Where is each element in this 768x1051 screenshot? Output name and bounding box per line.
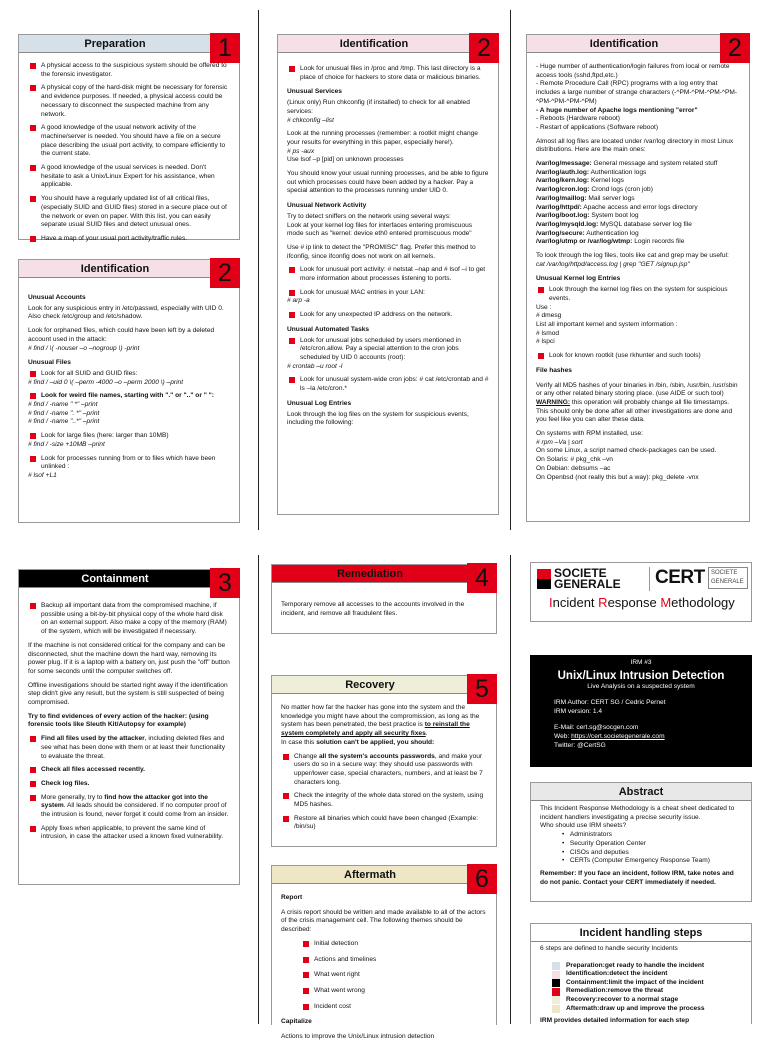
command: # lsof +L1 <box>28 471 57 479</box>
log-path: /var/log/message: <box>536 160 592 168</box>
subheading: Unusual Network Activity <box>287 202 367 210</box>
emphasis: find how the attacker got into the system <box>41 793 208 810</box>
divider <box>258 555 259 1024</box>
section-title: Aftermath <box>344 868 396 881</box>
paragraph: Look for orphaned files, which could have been left by a deleted account used in the attack: <box>28 327 215 343</box>
command: # find / -name " *" –print <box>28 401 98 409</box>
list-item: Look for weird file names, starting with "." or ".." or " ": <box>28 392 230 401</box>
log-file-entry <box>536 195 740 204</box>
identification-card <box>526 34 750 522</box>
step-swatch <box>552 971 560 979</box>
step-description: remove the threat <box>607 987 664 995</box>
log-file-list <box>536 160 740 247</box>
section-title: Incident handling steps <box>579 926 703 939</box>
subheading: Unusual Kernel log Entries <box>536 275 621 283</box>
step-description: recover to a normal stage <box>597 995 679 1003</box>
step-number: 2 <box>210 258 240 288</box>
list-item: - Remote Procedure Call (RPC) programs with a log entry that includes a large number of strange characters (-^PM-^PM-^PM-^PM-^PM-^PM-^PM-^PM) <box>536 80 738 105</box>
list-item: Look for processes running from or to files which have been unlinked : <box>28 455 230 472</box>
list-item: Look for all SUID and GUID files: <box>28 370 230 379</box>
paragraph: Offline investigations should be started right away if the identification step didn't give any result, but the system is still suspected of being compromised. <box>28 681 228 707</box>
log-file-entry <box>536 238 740 247</box>
log-file-entry <box>536 177 740 186</box>
irm-tagline: Incident Response Methodology <box>549 595 735 610</box>
identification-card <box>277 34 499 515</box>
list-item: Initial detection <box>301 940 487 949</box>
text-line: Use : <box>536 303 552 311</box>
list-item: You should have a regularly updated list of all critical files, (especially SUID and GUID files) stored in a secure place out of the network or even on paper. With this list, you can easily separate usual SUID files and detect unusual ones. <box>28 195 230 230</box>
log-path: /var/log/kern.log: <box>536 177 590 185</box>
step-item <box>552 996 742 1005</box>
command: cat /var/log/httpd/access.log | grep "GET /signup.jsp" <box>536 260 690 268</box>
irm-author: IRM Author: CERT SG / Cedric Pernet <box>554 699 666 706</box>
list-item: Look for unusual jobs scheduled by users mentioned in /etc/cron.allow. Pay a special attention to the cron jobs scheduled by UID 0 accounts (root): <box>287 337 489 363</box>
log-file-entry <box>536 160 740 169</box>
log-file-entry <box>536 186 740 195</box>
paragraph: (Linux only) Run chkconfig (if installed) to check for all enabled services: <box>287 99 470 115</box>
command: # lsmod <box>536 329 560 337</box>
text: More generally, try to <box>41 793 105 801</box>
web-label: Web: <box>554 733 572 741</box>
text-line: List all important kernel and system information : <box>536 320 678 328</box>
identification-header <box>278 35 498 53</box>
irm-info-panel <box>530 655 752 767</box>
step-name: Identification: <box>566 970 610 978</box>
log-description: Authentication logs <box>589 168 647 176</box>
cert-sg-logo <box>708 567 748 589</box>
log-file-entry <box>536 212 740 221</box>
list-item: Check log files. <box>28 780 230 789</box>
paragraph: Look through the log files on the system for suspicious events, including the following: <box>287 410 469 427</box>
cert-logo: CERT <box>655 567 705 588</box>
step-name: Remediation: <box>566 987 608 995</box>
log-file-entry <box>536 204 740 213</box>
subheading: Unusual Log Entries <box>287 399 352 407</box>
divider <box>510 555 511 1024</box>
paragraph: This Incident Response Methodology is a cheat sheet dedicated to incident handlers investigating a precise security issue. <box>540 805 735 821</box>
log-description: Kernel logs <box>589 177 624 185</box>
subheading: Unusual Files <box>28 359 71 367</box>
section-title: Abstract <box>618 785 664 798</box>
list-item: • CERTs (Computer Emergency Response Team) <box>562 857 710 865</box>
emphasis: Find all files used by the attacker <box>41 735 145 743</box>
irm-subtitle: Live Analysis on a suspected system <box>587 683 695 690</box>
log-path: /var/log/httpd/: <box>536 203 582 211</box>
sg-logo-icon <box>537 569 551 589</box>
text: . <box>425 730 428 738</box>
text: , and make your users do so in a secure way: they should use passwords with upper/lower case, special characters, numbers, and at least be 7 characters long. <box>294 752 483 786</box>
subheading: Unusual Services <box>287 88 342 96</box>
log-file-entry <box>536 230 740 239</box>
irm-number: IRM #3 <box>630 659 652 666</box>
paragraph: On some Linux, a script named check-packages can be used. <box>536 447 717 455</box>
step-swatch <box>552 996 560 1004</box>
paragraph: Try to find evidences of every action of the hacker: (using forensic tools like Sleuth Kit/Autopsy for example) <box>28 712 209 729</box>
paragraph: To look through the log files, tools like cat and grep may be useful: <box>536 252 729 260</box>
section-title: Identification <box>339 37 409 50</box>
log-path: /var/log/mysqld.log: <box>536 220 599 228</box>
list-item: Look for unusual MAC entries in your LAN: <box>287 289 489 298</box>
list-item: A physical access to the suspicious system should be offered to the forensic investigator. <box>28 62 230 79</box>
step-description: draw up and improve the process <box>599 1004 705 1012</box>
divider <box>258 10 259 530</box>
list-item: • CISOs and deputies <box>562 848 629 856</box>
recovery-card <box>271 675 497 847</box>
list-item: - Huge number of authentication/login failures from local or remote access tools (sshd,ftpd,etc.) <box>536 63 730 79</box>
text: . All leads should be considered. If no computer proof of the intrusion is found, never forget it could come from an insider. <box>41 802 229 819</box>
section-title: Recovery <box>345 678 395 691</box>
text: Change <box>294 752 319 760</box>
list-item: Incident cost <box>301 1003 487 1012</box>
irm-title: Unix/Linux Intrusion Detection <box>557 670 725 682</box>
step-name: Preparation: <box>566 961 605 969</box>
list-item: • Security Operation Center <box>562 839 647 847</box>
identification-header <box>19 260 239 278</box>
paragraph <box>536 399 740 425</box>
irm-version: IRM version: 1.4 <box>554 707 603 715</box>
containment-card <box>18 569 240 885</box>
step-number: 1 <box>210 33 240 63</box>
list-item: • Administrators <box>562 831 612 839</box>
divider <box>510 10 511 530</box>
list-item: Look for unusual system-wide cron jobs: # cat /etc/crontab and # ls –la /etc/cron.* <box>287 376 489 393</box>
paragraph <box>281 739 487 748</box>
paragraph: A crisis report should be written and made available to all of the actors of the crisis management cell. The following themes should be described: <box>281 908 486 934</box>
emphasis: solution can't be applied, you should: <box>316 738 435 746</box>
list-item: Look through the kernel log files on the system for suspicious events. <box>536 286 740 303</box>
sg-line: GENERALE <box>554 577 621 591</box>
step-number: 2 <box>720 33 750 63</box>
list-item: Have a map of your usual port activity/traffic rules. <box>28 235 230 244</box>
paragraph: You should know your usual running processes, and be able to figure out which processes could have been added by a hacker. Pay a special attention to the processes running under UID 0. <box>287 170 489 195</box>
list-item: - Restart of applications (Software reboot) <box>536 123 659 131</box>
command: # dmesg <box>536 312 562 320</box>
log-description: Login records file <box>632 238 685 246</box>
log-path: /var/log/utmp or /var/log/wtmp: <box>536 238 633 246</box>
paragraph: 6 steps are defined to handle security Incidents <box>540 945 678 952</box>
paragraph: Look for any suspicious entry in /etc/passwd, especially with UID 0. Also check /etc/group and /etc/shadow. <box>28 304 224 321</box>
step-swatch <box>552 1005 560 1013</box>
step-swatch <box>552 979 560 987</box>
step-description: limit the impact of the incident <box>608 978 704 986</box>
aftermath-card <box>271 865 497 1041</box>
paragraph: On systems with RPM installed, use: <box>536 430 644 438</box>
paragraph: Use lsof –p [pid] on unknown processes <box>287 156 404 164</box>
paragraph: Look at the running processes (remember: a rootkit might change your results for everything in this paper, especially here!). <box>287 130 478 146</box>
list-item: Look for unusual files in /proc and /tmp. This last directory is a place of choice for hackers to store data or malicious binaries. <box>287 65 489 82</box>
list-item: Look for known rootkit (use rkhunter and such tools) <box>536 352 740 361</box>
command: # find / \( -nouser –o –nogroup \) -print <box>28 344 140 352</box>
log-description: Crond logs (cron job) <box>589 186 653 194</box>
step-number: 4 <box>467 563 497 593</box>
paragraph: Look at your kernel log files for interfaces entering promiscuous mode such as "kernel: device eth0 entered promiscuous mode" <box>287 221 473 238</box>
containment-header <box>19 570 239 588</box>
brand-card <box>530 562 752 622</box>
log-file-entry <box>536 169 740 178</box>
list-item <box>28 735 230 761</box>
log-path: /var/log/boot.log: <box>536 212 590 220</box>
steps-header <box>531 924 751 942</box>
steps-card <box>530 923 752 1024</box>
preparation-header <box>19 35 239 53</box>
list-item: What went wrong <box>301 987 487 996</box>
identification-card <box>18 259 240 523</box>
section-title: Remediation <box>336 567 403 580</box>
subheading: Unusual Accounts <box>28 294 86 301</box>
list-item: Look for any unexpected IP address on the network. <box>287 311 489 320</box>
abstract-card <box>530 782 752 902</box>
emphasis: to reinstall the system completely and apply all security fixes <box>281 721 470 738</box>
paragraph: Try to detect sniffers on the network using several ways: <box>287 212 451 220</box>
log-file-entry <box>536 221 740 230</box>
aftermath-header <box>272 866 496 884</box>
list-item <box>281 753 487 788</box>
paragraph: Almost all log files are located under /var/log directory in most Linux distributions. Here are the main ones: <box>536 137 734 154</box>
step-number: 6 <box>467 864 497 894</box>
warning-label: WARNING: <box>536 398 571 406</box>
remediation-header <box>272 565 496 583</box>
subheading: Unusual Automated Tasks <box>287 325 370 333</box>
list-item <box>28 794 230 820</box>
list-item: Check all files accessed recently. <box>28 766 230 775</box>
list-item: A physical copy of the hard-disk might be necessary for forensic and evidence purposes. If needed, a physical access could be necessary to disconnect the suspected machine from any network. <box>28 84 230 119</box>
sg-wordmark <box>554 568 621 590</box>
paragraph <box>281 704 487 739</box>
list-item: Restore all binaries which could have been changed (Example: /bin/su) <box>281 815 487 832</box>
step-name: Recovery: <box>566 995 598 1003</box>
irm-twitter: Twitter: @CertSG <box>554 741 606 749</box>
subheading: Capitalize <box>281 1018 312 1026</box>
cert-sg-line: GENERALE <box>711 579 744 585</box>
paragraph: Temporary remove all accesses to the accounts involved in the incident, and remove all fraudulent files. <box>281 601 465 617</box>
command: # find / -name "..*" –print <box>28 418 100 426</box>
section-title: Preparation <box>84 37 146 50</box>
log-description: Authentication log <box>584 229 639 237</box>
paragraph: If the machine is not considered critical for the company and can be disconnected, shut the machine down the hard way, removing its power plug. If it is a laptop with a battery on, just push the "off" button for some seconds until the computer switches off. <box>28 641 230 675</box>
command: # lspci <box>536 338 555 346</box>
log-path: /var/log/secure: <box>536 229 585 237</box>
list-item: What went right <box>301 971 487 980</box>
step-name: Aftermath: <box>566 1004 600 1012</box>
list-item: Look for large files (here: larger than 10MB) <box>28 432 230 441</box>
irm-web <box>554 733 752 742</box>
recovery-header <box>272 676 496 694</box>
step-description: get ready to handle the incident <box>604 961 705 969</box>
abstract-header <box>531 783 751 801</box>
step-list <box>552 962 742 1013</box>
cert-sg-line: SOCIETE <box>711 570 738 576</box>
paragraph: Who should use IRM sheets? <box>540 822 627 830</box>
list-item: Apply fixes when applicable, to prevent the same kind of intrusion, in case the attacker used a known fixed vulnerability. <box>28 825 230 842</box>
paragraph: Verify all MD5 hashes of your binaries in /bin, /sbin, /usr/bin, /usr/sbin or any other related binary storing place. (use AIDE or such tool) <box>536 381 738 398</box>
list-item: Look for unusual port activity: # netstat –nap and # lsof –i to get more information about processes listening to ports. <box>287 266 489 283</box>
step-item <box>552 979 742 988</box>
command: # arp -a <box>287 297 310 305</box>
paragraph: IRM provides detailed information for each step <box>540 1017 690 1025</box>
list-item: Actions and timelines <box>301 956 487 965</box>
command: # rpm –Va | sort <box>536 438 583 446</box>
step-number: 5 <box>467 674 497 704</box>
list-item: - Reboots (Hardware reboot) <box>536 115 620 123</box>
list-item: A good knowledge of the usual services is needed. Don't hesitate to ask a Unix/Linux Expert for his assistance, when applicable. <box>28 164 230 190</box>
subheading: Report <box>281 894 303 901</box>
subheading: File hashes <box>536 366 572 374</box>
irm-email: E-Mail: cert.sg@socgen.com <box>554 724 639 732</box>
command: # ps -aux <box>287 147 315 155</box>
remediation-card <box>271 564 497 634</box>
identification-header <box>527 35 749 53</box>
section-title: Identification <box>589 37 659 50</box>
command: # find / –uid 0 \( –perm -4000 –o –perm 2000 \) –print <box>28 378 184 386</box>
log-description: Mail server logs <box>586 194 635 202</box>
preparation-card <box>18 34 240 240</box>
step-swatch <box>552 988 560 996</box>
list-item: A good knowledge of the usual network activity of the machine/server is needed. You should have a file on a secure place describing the usual port activity, to compare efficiently to the current state. <box>28 124 230 159</box>
step-swatch <box>552 962 560 970</box>
sg-line: SOCIETE <box>554 566 607 580</box>
log-description: System boot log <box>589 212 639 220</box>
step-item <box>552 970 742 979</box>
step-description: detect the incident <box>609 970 668 978</box>
step-item <box>552 962 742 971</box>
emphasis: all the system's accounts passwords <box>318 752 435 760</box>
log-description: General message and system related stuff <box>591 160 718 168</box>
log-path: /var/log/maillog: <box>536 194 587 202</box>
step-name: Containment: <box>566 978 609 986</box>
web-link[interactable]: https://cert.societegenerale.com <box>571 733 665 741</box>
command: # find / -name ". *" –print <box>28 409 100 417</box>
log-description: MySQL database server log file <box>598 220 692 228</box>
step-item <box>552 1005 742 1014</box>
warning-text: this operation will probably change all file timestamps. This should only be done after all other investigations are done and you feel like you can alter these data. <box>536 398 733 424</box>
log-path: /var/log/cron.log: <box>536 186 590 194</box>
list-item: Backup all important data from the compromised machine, if possible using a bit-by-bit physical copy of the whole hard disk on an external support. Also make a copy of the memory (RAM) of the system, which will be investigated if necessary. <box>28 602 230 637</box>
paragraph: On Solaris: # pkg_chk –vn <box>536 456 613 464</box>
section-title: Identification <box>80 262 150 275</box>
step-number: 3 <box>210 568 240 598</box>
step-item <box>552 987 742 996</box>
text: No matter how far the hacker has gone into the system and the knowledge you might have about the compromission, as long as the system has been penetrated, the best practice is <box>281 704 480 729</box>
paragraph: Use # ip link to detect the "PROMISC" flag. Prefer this method to ifconfig, since ifconfig does not work on all kernels. <box>287 243 476 260</box>
paragraph: On Debian: debsums –ac <box>536 464 611 472</box>
list-item: - A huge number of Apache logs mentioning "error" <box>536 106 698 114</box>
log-path: /var/log/auth.log: <box>536 168 590 176</box>
paragraph: Actions to improve the Unix/Linux intrusion detection <box>281 1033 435 1041</box>
step-number: 2 <box>469 33 499 63</box>
section-title: Containment <box>81 572 149 585</box>
paragraph: On Openbsd (not really this but a way): pkg_delete -vnx <box>536 473 699 481</box>
text: , including deleted files and see what has been done with them or at least their functionality to evaluate the threat. <box>41 735 226 760</box>
text: In case this <box>281 738 317 746</box>
command: # find / -size +10MB –print <box>28 440 105 448</box>
list-item: Check the integrity of the whole data stored on the system, using MD5 hashes. <box>281 792 487 809</box>
paragraph: Remember: If you face an incident, follow IRM, take notes and do not panic. Contact your CERT immediately if needed. <box>540 869 734 886</box>
log-description: Apache access and error logs directory <box>581 203 698 211</box>
command: # chkconfig –list <box>287 116 334 124</box>
command: # crontab –u root -l <box>287 362 343 370</box>
